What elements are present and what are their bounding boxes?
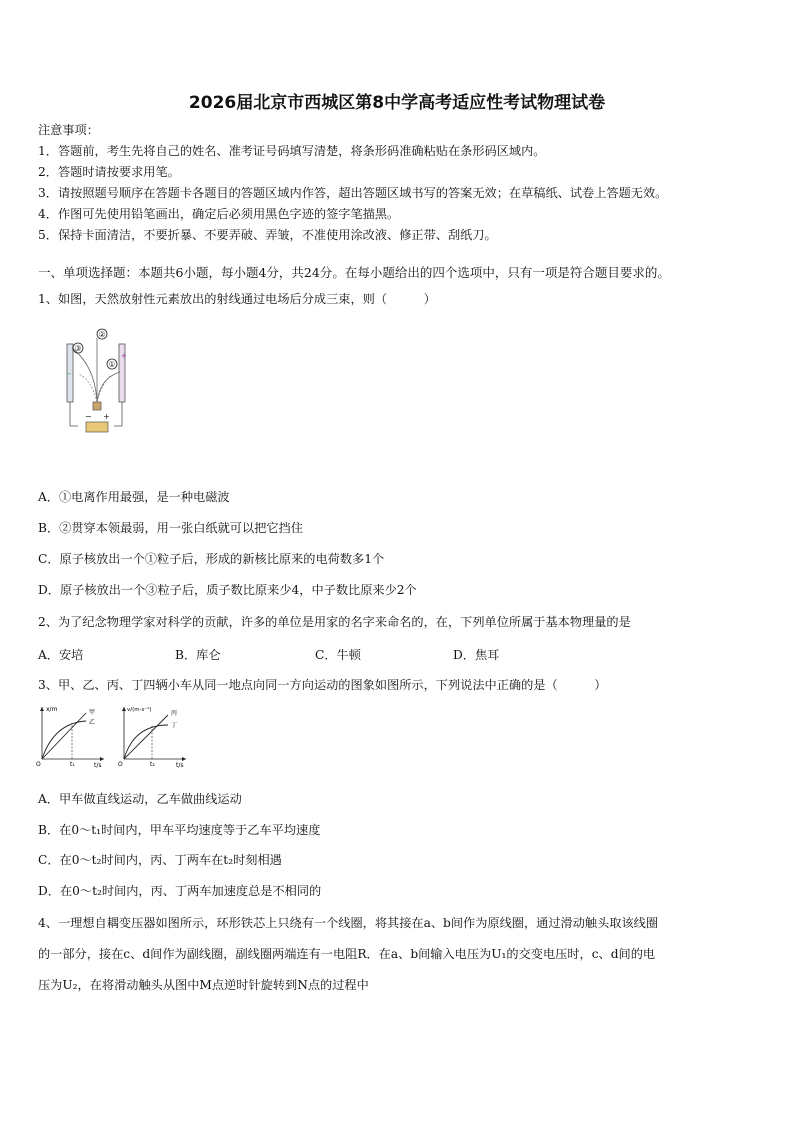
q2-option-a: A．安培 [38, 648, 84, 662]
q2-option-c: C．牛顿 [315, 648, 361, 662]
line-jia [42, 713, 86, 759]
graph2-xlabel: t/s [176, 762, 184, 769]
q1-stem: 1、如图，天然放射性元素放出的射线通过电场后分成三束，则（ ） [38, 292, 436, 306]
q3-option-c: C．在0～t₂时间内，丙、丁两车在t₂时刻相遇 [38, 853, 282, 867]
graph2-tick: t₂ [150, 761, 155, 768]
q3-graph-vt [116, 703, 190, 769]
ray-1 [97, 372, 120, 402]
ray-label-3: ③ [74, 344, 82, 353]
graph1-ylabel: x/m [46, 706, 58, 713]
battery-plus: + [103, 412, 110, 421]
line-bing [124, 715, 168, 759]
q4-line-2: 的一部分，接在c、d间作为副线圈，副线圈两端连有一电阻R．在a、b间输入电压为U₁的交变电压时，c、d间的电 [38, 947, 656, 961]
notice-item-5: 5．保持卡面清洁，不要折暴、不要弄破、弄皱，不准使用涂改液、修正带、刮纸刀。 [38, 228, 497, 242]
graph2-ylabel: v/(m·s⁻¹) [127, 707, 152, 713]
q2-stem: 2、为了纪念物理学家对科学的贡献，许多的单位是用家的名字来命名的，在，下列单位所属于基本物理量的是 [38, 615, 631, 629]
ray-label-2: ② [98, 330, 106, 339]
graph2-series-bing: 丙 [171, 710, 178, 717]
graph1-tick: t₁ [70, 761, 75, 768]
q3-graph-xt [34, 703, 108, 769]
graph1-xlabel: t/s [94, 762, 102, 769]
q3-option-a: A．甲车做直线运动，乙车做曲线运动 [38, 792, 242, 806]
q2-option-d: D．焦耳 [453, 648, 500, 662]
battery-minus: − [85, 412, 92, 421]
q1-radiation-figure [52, 326, 142, 444]
q1-option-d: D．原子核放出一个③粒子后，质子数比原来少4，中子数比原来少2个 [38, 583, 417, 597]
q2-option-b: B．库仑 [175, 648, 221, 662]
ray-3 [72, 348, 97, 402]
graph1-series-jia: 甲 [89, 709, 96, 716]
graph1-origin: O [36, 761, 41, 768]
q3-stem: 3、甲、乙、丙、丁四辆小车从同一地点向同一方向运动的图象如图所示，下列说法中正确的是（ ） [38, 678, 607, 692]
curve-yi [42, 721, 86, 759]
svg-text:−: − [66, 370, 72, 378]
q4-line-1: 4、一理想自耦变压器如图所示，环形铁芯上只绕有一个线圈，将其接在a、b间作为原线圈，通过滑动触头取该线圈 [38, 916, 659, 930]
source-box [93, 402, 101, 410]
graph2-origin: O [118, 761, 123, 768]
notice-item-1: 1．答题前，考生先将自己的姓名、准考证号码填写清楚，将条形码准确粘贴在条形码区域内。 [38, 144, 546, 158]
ray-label-1: ① [108, 360, 116, 369]
exam-title: 2026届北京市西城区第8中学高考适应性考试物理试卷 [188, 93, 606, 113]
q3-option-b: B．在0～t₁时间内，甲车平均速度等于乙车平均速度 [38, 823, 321, 837]
notice-item-3: 3．请按照题号顺序在答题卡各题目的答题区域内作答，超出答题区域书写的答案无效；在草稿纸、试卷上答题无效。 [38, 186, 668, 200]
curve-ding [124, 725, 168, 759]
q3-option-d: D．在0～t₂时间内，丙、丁两车加速度总是不相同的 [38, 884, 322, 898]
svg-text:+: + [121, 352, 127, 360]
notice-item-2: 2．答题时请按要求用笔。 [38, 165, 180, 179]
notice-heading: 注意事项： [38, 123, 99, 137]
section-heading: 一、单项选择题：本题共6小题，每小题4分，共24分。在每小题给出的四个选项中，只有一项是符合题目要求的。 [38, 265, 670, 280]
battery [86, 422, 108, 432]
q4-line-3: 压为U₂，在将滑动触头从图中M点逆时针旋转到N点的过程中 [38, 978, 369, 992]
graph2-series-ding: 丁 [171, 722, 178, 729]
q1-option-c: C．原子核放出一个①粒子后，形成的新核比原来的电荷数多1个 [38, 552, 385, 566]
q1-option-b: B．②贯穿本领最弱，用一张白纸就可以把它挡住 [38, 521, 303, 535]
notice-item-4: 4．作图可先使用铅笔画出，确定后必须用黑色字迹的签字笔描黑。 [38, 207, 400, 221]
q1-option-a: A．①电离作用最强，是一种电磁波 [38, 490, 230, 504]
graph1-series-yi: 乙 [89, 719, 96, 726]
